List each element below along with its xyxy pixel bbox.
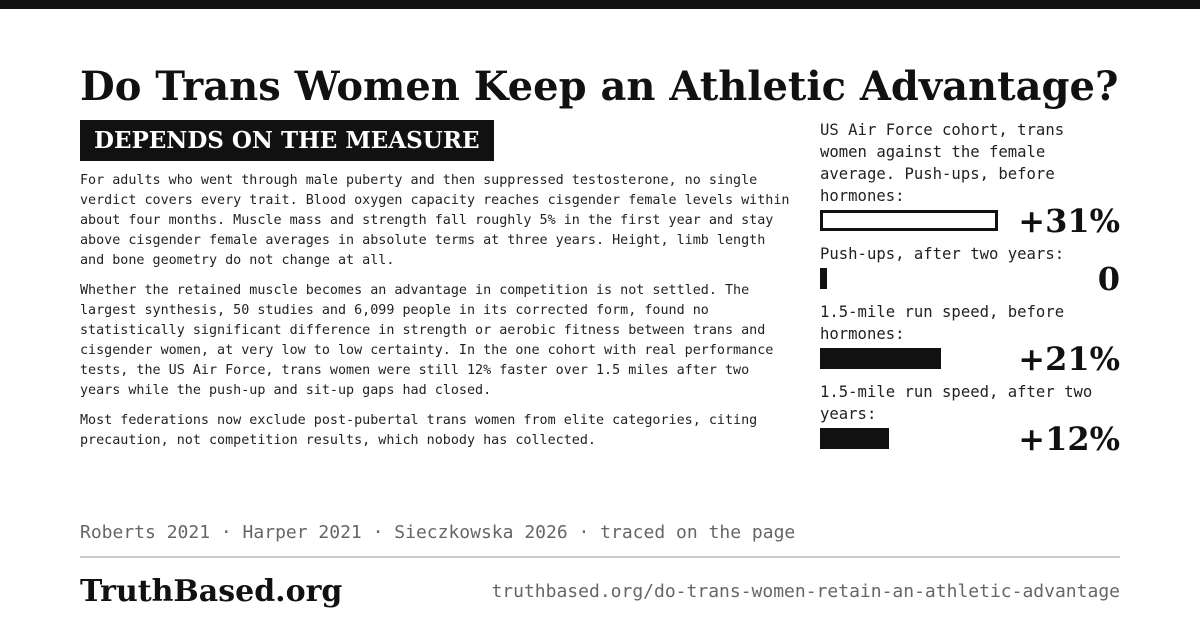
stat-label: Push-ups, after two years: xyxy=(820,245,1065,263)
stat-value: +12% xyxy=(1018,420,1120,458)
paragraph-3: Most federations now exclude post-pubertal trans women from elite categories, citing precaution, not competition results, which nobody has collected. xyxy=(80,413,758,448)
stat-pushups-after xyxy=(820,243,1120,301)
stat-pushups-before xyxy=(820,119,1120,243)
stat-label: 1.5-mile run speed, before hormones: xyxy=(820,303,1065,343)
stat-value: +31% xyxy=(1018,202,1120,240)
paragraph-2: Whether the retained muscle becomes an advantage in competition is not settled. The largest synthesis, 50 studies and 6,099 people in its corrected form, found no statistically significant difference in strength or aerobic fitness between trans and cisgender women, at very low to low certainty. In the one cohort with real performance tests, the US Air Force, trans women were still 12% faster over 1.5 miles after two years while the push-up and sit-up gaps had closed. xyxy=(80,283,774,398)
stat-bar xyxy=(820,428,889,449)
top-accent-bar xyxy=(0,0,1200,9)
page-title: Do Trans Women Keep an Athletic Advantage? xyxy=(80,63,1119,110)
verdict-badge: DEPENDS ON THE MEASURE xyxy=(80,120,494,161)
stat-run-before xyxy=(820,301,1120,381)
stat-value: +21% xyxy=(1018,340,1120,378)
article-body xyxy=(80,171,790,461)
stat-value: 0 xyxy=(1097,260,1120,298)
stat-run-after xyxy=(820,381,1120,461)
page-url[interactable]: truthbased.org/do-trans-women-retain-an-athletic-advantage xyxy=(491,581,1120,602)
stats-panel xyxy=(820,119,1120,461)
footer-divider xyxy=(80,556,1120,558)
stat-bar xyxy=(820,348,941,369)
stat-label: US Air Force cohort, trans women against the female average. Push-ups, before hormones: xyxy=(820,121,1065,205)
brand-logo[interactable]: TruthBased.org xyxy=(80,574,343,609)
sources-line: Roberts 2021 · Harper 2021 · Sieczkowska 2026 · traced on the page xyxy=(80,522,796,543)
stat-bar xyxy=(820,210,998,231)
stat-bar xyxy=(820,268,827,289)
stat-label: 1.5-mile run speed, after two years: xyxy=(820,383,1093,423)
paragraph-1: For adults who went through male puberty and then suppressed testosterone, no single verdict covers every trait. Blood oxygen capacity reaches cisgender female levels within about four months. Muscle mass and strength fall roughly 5% in the first year and stay above cisgender female averages in absolute terms at three years. Height, limb length and bone geometry do not change at all. xyxy=(80,173,790,268)
